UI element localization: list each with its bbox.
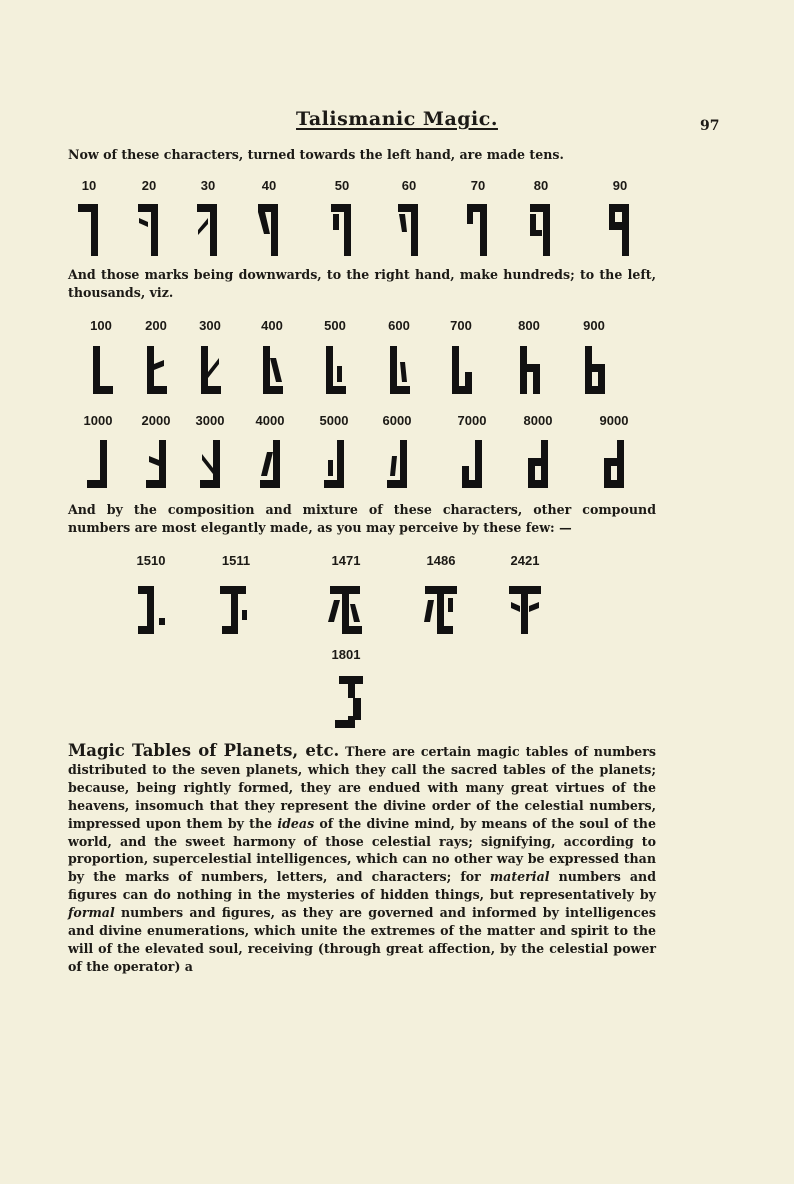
page-number: 97 (700, 118, 720, 134)
compound-label: 1801 (331, 647, 361, 662)
hundreds-label: 800 (518, 318, 540, 333)
tens-label: 50 (334, 178, 350, 193)
thousands-label: 6000 (382, 413, 412, 428)
tens-label: 60 (401, 178, 417, 193)
paragraph-tens-intro: Now of these characters, turned towards the left hand, are made tens. (68, 147, 564, 162)
thousands-label: 8000 (523, 413, 553, 428)
tens-label: 20 (141, 178, 157, 193)
glyph-300 (198, 340, 224, 400)
glyph-1000 (84, 434, 110, 494)
glyph-20 (136, 200, 162, 260)
glyph-80 (528, 200, 554, 260)
glyph-30 (195, 200, 221, 260)
tens-label: 10 (81, 178, 97, 193)
thousands-label: 7000 (457, 413, 487, 428)
glyph-1801 (329, 670, 369, 736)
paragraph-compound-intro: And by the composition and mixture of these characters, other compound numbers are most elegantly made, as you may perceive by these few: — (68, 502, 656, 535)
compound-label: 1510 (136, 553, 166, 568)
glyph-2000 (143, 434, 169, 494)
glyph-500 (323, 340, 349, 400)
hundreds-glyph-row (0, 340, 794, 402)
glyph-40 (256, 200, 282, 260)
compound-label: 1511 (221, 553, 251, 568)
glyph-600 (387, 340, 413, 400)
glyph-70 (465, 200, 491, 260)
glyph-5000 (321, 434, 347, 494)
glyph-9000 (601, 434, 627, 494)
glyph-60 (396, 200, 422, 260)
compound-label: 1471 (331, 553, 361, 568)
tens-label: 70 (470, 178, 486, 193)
glyph-50 (329, 200, 355, 260)
tens-label: 30 (200, 178, 216, 193)
glyph-900 (582, 340, 608, 400)
hundreds-label: 200 (145, 318, 167, 333)
glyph-700 (449, 340, 475, 400)
glyph-7000 (459, 434, 485, 494)
glyph-6000 (384, 434, 410, 494)
glyph-100 (90, 340, 116, 400)
compound-label: 2421 (510, 553, 540, 568)
glyph-2421 (503, 580, 547, 640)
glyph-1511 (216, 580, 256, 640)
thousands-label: 1000 (83, 413, 113, 428)
glyph-1510 (134, 580, 168, 640)
thousands-labels (0, 413, 794, 431)
hundreds-label: 300 (199, 318, 221, 333)
tens-label: 90 (612, 178, 628, 193)
glyph-1471 (324, 580, 368, 640)
glyph-4000 (257, 434, 283, 494)
tens-labels (0, 178, 794, 196)
paragraph-hundreds-intro: And those marks being downwards, to the right hand, make hundreds; to the left, thousands, viz. (68, 267, 656, 300)
compound-glyph-extra (0, 670, 794, 732)
glyph-800 (517, 340, 543, 400)
hundreds-label: 700 (450, 318, 472, 333)
glyph-1486 (419, 580, 463, 640)
thousands-label: 5000 (319, 413, 349, 428)
paragraph-magic-tables: Magic Tables of Planets, etc. There are certain magic tables of numbers distributed to the seven planets, which they call the sacred tables of the planets; because, being rightly formed, they are endued with many great virtues of the heavens, insomuch that they represent the divine order of the celestial numbers, impressed upon them by the ideas of the divine mind, by means of the soul of the world, and the sweet harmony of those celestial rays; signifying, according to proportion, supercelestial intelligences, which can no other way be expressed than by the marks of numbers, letters, and characters; for material numbers and figures can do nothing in the mysteries of hidden things, but representatively by formal numbers and figures, as they are governed and informed by intelligences and divine enumerations, which unite the extremes of the matter and spirit to the will of the elevated soul, receiving (through great affection, by the celestial power of the operator) a (68, 741, 656, 974)
glyph-10 (76, 200, 102, 260)
hundreds-label: 500 (324, 318, 346, 333)
running-title: Talismanic Magic. (296, 108, 498, 130)
section-lead-heading: Magic Tables of Planets, etc. (68, 741, 340, 760)
tens-label: 80 (533, 178, 549, 193)
thousands-glyph-row (0, 434, 794, 496)
tens-label: 40 (261, 178, 277, 193)
compound-labels (0, 553, 794, 571)
thousands-label: 3000 (195, 413, 225, 428)
tens-glyph-row (0, 200, 794, 262)
hundreds-label: 900 (583, 318, 605, 333)
glyph-90 (607, 200, 633, 260)
hundreds-label: 600 (388, 318, 410, 333)
glyph-400 (260, 340, 286, 400)
glyph-200 (144, 340, 170, 400)
hundreds-labels (0, 318, 794, 336)
compound-glyph-row (0, 580, 794, 642)
thousands-label: 4000 (255, 413, 285, 428)
hundreds-label: 100 (90, 318, 112, 333)
thousands-label: 2000 (141, 413, 171, 428)
thousands-label: 9000 (599, 413, 629, 428)
compound-label: 1486 (426, 553, 456, 568)
glyph-8000 (525, 434, 551, 494)
glyph-3000 (197, 434, 223, 494)
hundreds-label: 400 (261, 318, 283, 333)
